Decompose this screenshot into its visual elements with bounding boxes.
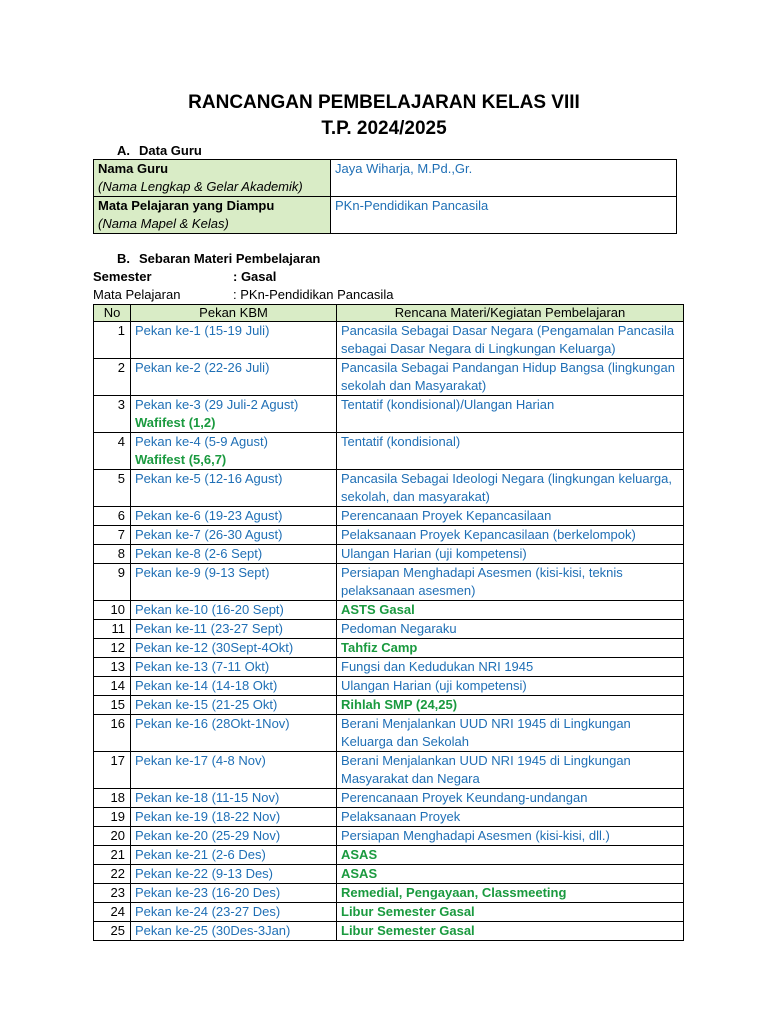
subject-line (93, 287, 393, 303)
material-cell: ASTS Gasal (337, 601, 684, 620)
material-cell: Berani Menjalankan UUD NRI 1945 di Lingkungan Masyarakat dan Negara (337, 752, 684, 789)
row-number: 15 (94, 696, 131, 715)
schedule-header-row (94, 305, 684, 322)
section-b-letter: B. (117, 251, 130, 266)
week-label: Pekan ke-3 (29 Juli-2 Agust) (135, 397, 299, 412)
header-no: No (94, 305, 131, 322)
table-row (94, 359, 684, 396)
week-label: Pekan ke-12 (30Sept-4Okt) (135, 640, 294, 655)
subject-label-cell (94, 197, 331, 234)
week-cell (131, 470, 337, 507)
document-year: T.P. 2024/2025 (321, 118, 447, 139)
section-b-heading (117, 251, 320, 267)
week-cell (131, 696, 337, 715)
table-row (94, 322, 684, 359)
table-row (94, 677, 684, 696)
week-label: Pekan ke-15 (21-25 Okt) (135, 697, 278, 712)
table-row (94, 865, 684, 884)
week-cell (131, 620, 337, 639)
teacher-name-sublabel: (Nama Lengkap & Gelar Akademik) (98, 179, 303, 194)
material-cell: Persiapan Menghadapi Asesmen (kisi-kisi, teknis pelaksanaan asesmen) (337, 564, 684, 601)
section-a-heading (117, 143, 202, 159)
material-cell: Pancasila Sebagai Ideologi Negara (lingkungan keluarga, sekolah, dan masyarakat) (337, 470, 684, 507)
week-cell (131, 827, 337, 846)
table-row (94, 507, 684, 526)
week-label: Pekan ke-7 (26-30 Agust) (135, 527, 283, 542)
row-number: 23 (94, 884, 131, 903)
material-cell: Pancasila Sebagai Dasar Negara (Pengamalan Pancasila sebagai Dasar Negara di Lingkungan Keluarga) (337, 322, 684, 359)
week-cell (131, 507, 337, 526)
table-row (94, 884, 684, 903)
row-number: 24 (94, 903, 131, 922)
table-row (94, 789, 684, 808)
table-row (94, 526, 684, 545)
subject-sublabel: (Nama Mapel & Kelas) (98, 216, 229, 231)
week-event-note: Wafifest (5,6,7) (135, 452, 227, 467)
row-number: 8 (94, 545, 131, 564)
week-label: Pekan ke-9 (9-13 Sept) (135, 565, 270, 580)
material-cell: Libur Semester Gasal (337, 903, 684, 922)
week-label: Pekan ke-4 (5-9 Agust) (135, 434, 268, 449)
material-cell: Pelaksanaan Proyek (337, 808, 684, 827)
table-row (94, 601, 684, 620)
table-row (94, 903, 684, 922)
week-cell (131, 433, 337, 470)
week-cell (131, 658, 337, 677)
week-cell (131, 808, 337, 827)
material-cell: Ulangan Harian (uji kompetensi) (337, 677, 684, 696)
row-number: 20 (94, 827, 131, 846)
material-cell: Rihlah SMP (24,25) (337, 696, 684, 715)
header-materi: Rencana Materi/Kegiatan Pembelajaran (337, 305, 684, 322)
material-cell: Ulangan Harian (uji kompetensi) (337, 545, 684, 564)
table-row (94, 922, 684, 941)
row-number: 2 (94, 359, 131, 396)
teacher-name-value: Jaya Wiharja, M.Pd.,Gr. (331, 160, 677, 197)
week-cell (131, 601, 337, 620)
semester-label: Semester (93, 269, 152, 284)
semester-value: : Gasal (233, 269, 277, 284)
table-row (94, 396, 684, 433)
week-label: Pekan ke-25 (30Des-3Jan) (135, 923, 291, 938)
table-row (94, 808, 684, 827)
row-number: 7 (94, 526, 131, 545)
week-cell (131, 752, 337, 789)
material-cell: Remedial, Pengayaan, Classmeeting (337, 884, 684, 903)
week-label: Pekan ke-13 (7-11 Okt) (135, 659, 270, 674)
teacher-name-label: Nama Guru (98, 161, 169, 176)
row-number: 12 (94, 639, 131, 658)
table-row (94, 639, 684, 658)
row-number: 25 (94, 922, 131, 941)
material-cell: Tentatif (kondisional) (337, 433, 684, 470)
material-cell: Tentatif (kondisional)/Ulangan Harian (337, 396, 684, 433)
row-number: 18 (94, 789, 131, 808)
material-cell: Persiapan Menghadapi Asesmen (kisi-kisi, dll.) (337, 827, 684, 846)
row-number: 17 (94, 752, 131, 789)
week-cell (131, 884, 337, 903)
subject-line-value: : PKn-Pendidikan Pancasila (233, 287, 394, 302)
week-cell (131, 396, 337, 433)
week-cell (131, 359, 337, 396)
week-label: Pekan ke-20 (25-29 Nov) (135, 828, 281, 843)
row-number: 1 (94, 322, 131, 359)
week-label: Pekan ke-22 (9-13 Des) (135, 866, 274, 881)
week-cell (131, 322, 337, 359)
week-cell (131, 922, 337, 941)
subject-label: Mata Pelajaran yang Diampu (98, 198, 275, 213)
schedule-body (94, 322, 684, 941)
row-number: 9 (94, 564, 131, 601)
row-number: 19 (94, 808, 131, 827)
table-row (94, 752, 684, 789)
week-label: Pekan ke-5 (12-16 Agust) (135, 471, 283, 486)
row-number: 5 (94, 470, 131, 507)
week-label: Pekan ke-10 (16-20 Sept) (135, 602, 284, 617)
week-label: Pekan ke-19 (18-22 Nov) (135, 809, 281, 824)
table-row (94, 846, 684, 865)
week-cell (131, 903, 337, 922)
week-cell (131, 564, 337, 601)
week-cell (131, 789, 337, 808)
row-number: 13 (94, 658, 131, 677)
table-row (94, 696, 684, 715)
table-row (94, 470, 684, 507)
subject-value: PKn-Pendidikan Pancasila (331, 197, 677, 234)
row-number: 10 (94, 601, 131, 620)
week-label: Pekan ke-24 (23-27 Des) (135, 904, 281, 919)
table-row (94, 433, 684, 470)
material-cell: Perencanaan Proyek Keundang-undangan (337, 789, 684, 808)
table-row (94, 620, 684, 639)
material-cell: Perencanaan Proyek Kepancasilaan (337, 507, 684, 526)
table-row (94, 564, 684, 601)
material-cell: Pedoman Negaraku (337, 620, 684, 639)
section-a-title: Data Guru (139, 143, 202, 158)
table-row (94, 827, 684, 846)
week-label: Pekan ke-8 (2-6 Sept) (135, 546, 263, 561)
document-title: RANCANGAN PEMBELAJARAN KELAS VIII (188, 92, 580, 113)
schedule-table (93, 304, 684, 941)
row-number: 3 (94, 396, 131, 433)
subject-line-label: Mata Pelajaran (93, 287, 181, 302)
week-label: Pekan ke-2 (22-26 Juli) (135, 360, 270, 375)
teacher-data-table (93, 159, 677, 234)
week-cell (131, 715, 337, 752)
teacher-row (94, 160, 677, 197)
material-cell: Libur Semester Gasal (337, 922, 684, 941)
teacher-name-label-cell (94, 160, 331, 197)
week-label: Pekan ke-21 (2-6 Des) (135, 847, 266, 862)
row-number: 14 (94, 677, 131, 696)
material-cell: Tahfiz Camp (337, 639, 684, 658)
material-cell: Berani Menjalankan UUD NRI 1945 di Lingkungan Keluarga dan Sekolah (337, 715, 684, 752)
week-label: Pekan ke-6 (19-23 Agust) (135, 508, 283, 523)
week-cell (131, 545, 337, 564)
week-cell (131, 526, 337, 545)
material-cell: Pancasila Sebagai Pandangan Hidup Bangsa (lingkungan sekolah dan Masyarakat) (337, 359, 684, 396)
row-number: 16 (94, 715, 131, 752)
header-pekan: Pekan KBM (131, 305, 337, 322)
material-cell: Pelaksanaan Proyek Kepancasilaan (berkelompok) (337, 526, 684, 545)
week-cell (131, 677, 337, 696)
section-a-letter: A. (117, 143, 130, 158)
material-cell: ASAS (337, 846, 684, 865)
row-number: 4 (94, 433, 131, 470)
row-number: 22 (94, 865, 131, 884)
week-label: Pekan ke-14 (14-18 Okt) (135, 678, 278, 693)
row-number: 21 (94, 846, 131, 865)
week-cell (131, 846, 337, 865)
section-b-title: Sebaran Materi Pembelajaran (139, 251, 321, 266)
week-label: Pekan ke-17 (4-8 Nov) (135, 753, 266, 768)
table-row (94, 715, 684, 752)
row-number: 6 (94, 507, 131, 526)
week-event-note: Wafifest (1,2) (135, 415, 216, 430)
week-label: Pekan ke-23 (16-20 Des) (135, 885, 281, 900)
semester-line (93, 269, 276, 285)
week-label: Pekan ke-16 (28Okt-1Nov) (135, 716, 290, 731)
material-cell: ASAS (337, 865, 684, 884)
table-row (94, 545, 684, 564)
week-cell (131, 865, 337, 884)
subject-row (94, 197, 677, 234)
week-cell (131, 639, 337, 658)
week-label: Pekan ke-18 (11-15 Nov) (135, 790, 280, 805)
table-row (94, 658, 684, 677)
material-cell: Fungsi dan Kedudukan NRI 1945 (337, 658, 684, 677)
row-number: 11 (94, 620, 131, 639)
week-label: Pekan ke-1 (15-19 Juli) (135, 323, 270, 338)
week-label: Pekan ke-11 (23-27 Sept) (135, 621, 283, 636)
